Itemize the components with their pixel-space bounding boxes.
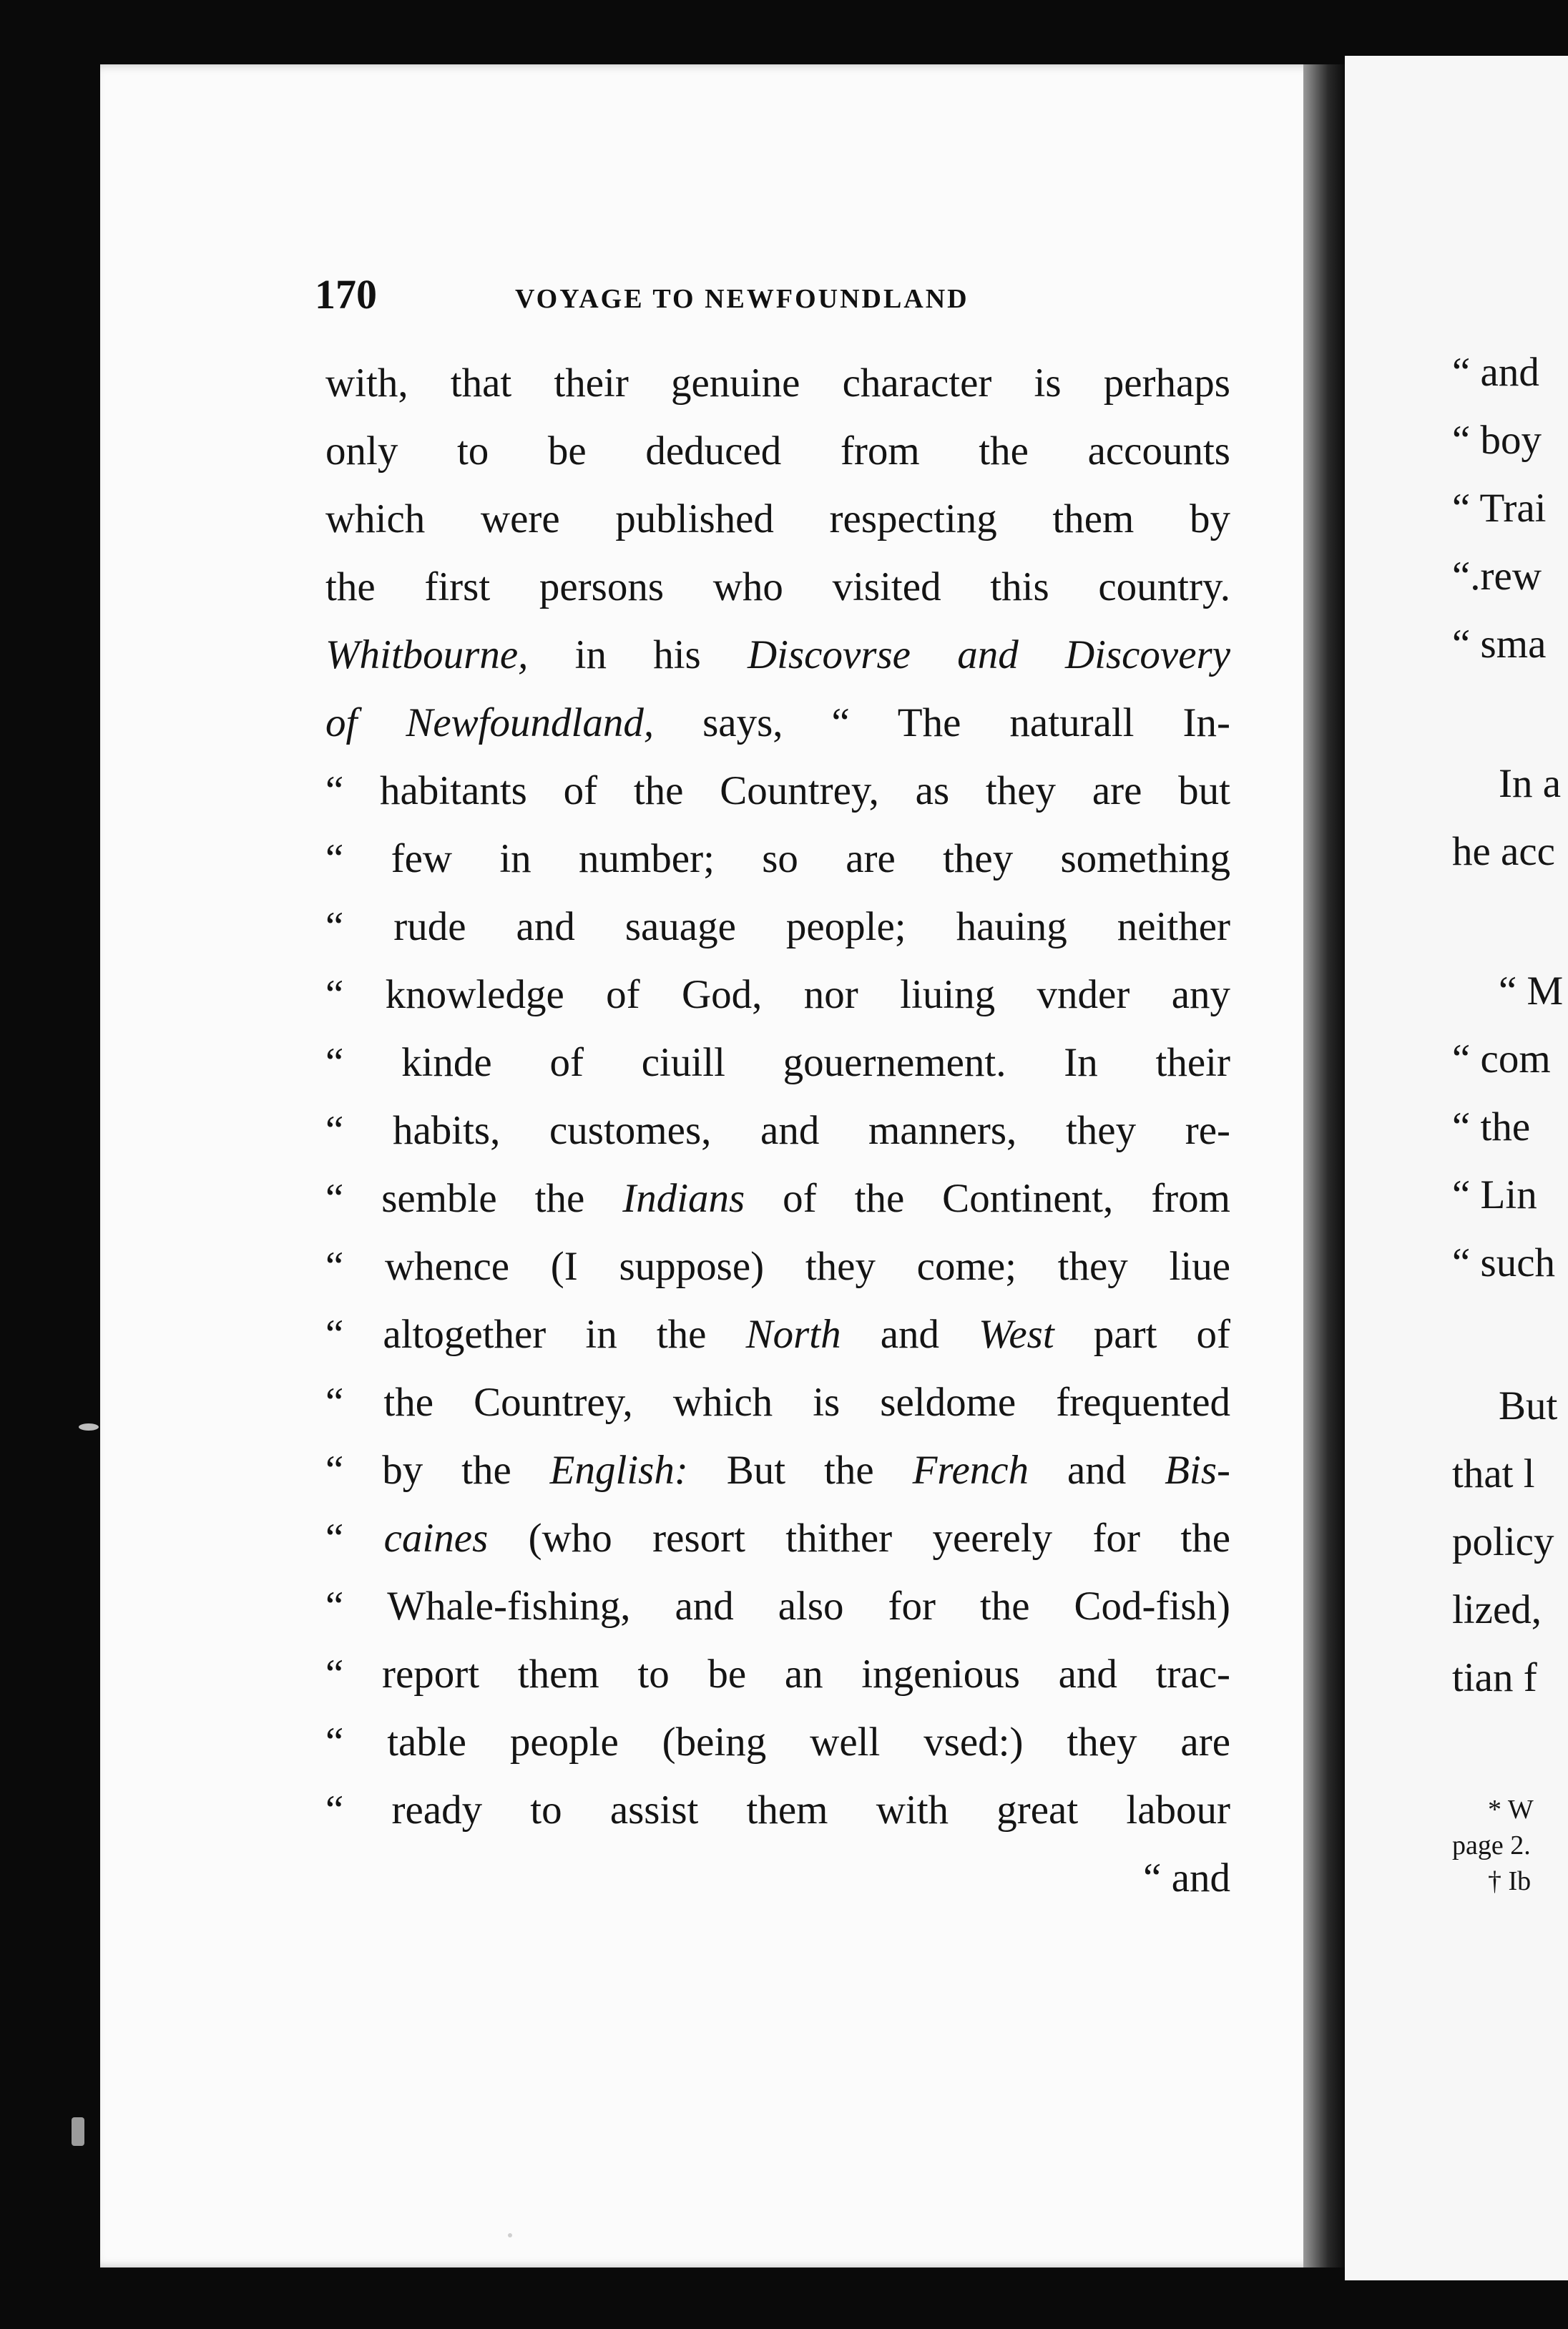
text-line: “ rude and sauage people; hauing neither	[325, 904, 1230, 949]
scan-debris	[72, 2117, 84, 2146]
book-gutter	[1303, 64, 1345, 2267]
text-line: only to be deduced from the accounts	[325, 428, 1230, 474]
facing-line: “ Lin	[1452, 1172, 1537, 1217]
text-line: “ few in number; so are they something	[325, 836, 1230, 881]
text-line: “ the Countrey, which is seldome frequented	[325, 1380, 1230, 1425]
facing-line: “ Trai	[1452, 486, 1547, 531]
body-text	[325, 349, 1230, 1912]
catchword: “ and	[1143, 1855, 1230, 1901]
facing-line: “ the	[1452, 1104, 1531, 1149]
text-line: “ Whale-fishing, and also for the Cod-fish)	[325, 1584, 1230, 1629]
text-line: “ table people (being well vsed:) they are	[325, 1720, 1230, 1765]
facing-footnote: * W	[1488, 1795, 1534, 1825]
text-line: with, that their genuine character is perhaps	[325, 361, 1230, 406]
text-line: “ habits, customes, and manners, they re-	[325, 1108, 1230, 1153]
facing-line: In a	[1499, 761, 1562, 806]
facing-line: “ M	[1499, 969, 1564, 1014]
text-line: “ by the English: But the French and Bis-	[325, 1448, 1230, 1493]
text-line: the first persons who visited this country.	[325, 564, 1230, 609]
facing-line: “ such	[1452, 1240, 1556, 1285]
text-line: “ altogether in the North and West part of	[325, 1312, 1230, 1357]
text-line: “ kinde of ciuill gouernement. In their	[325, 1040, 1230, 1085]
facing-footnote: † Ib	[1488, 1866, 1532, 1896]
running-head	[315, 270, 1030, 320]
scan-debris	[79, 1423, 99, 1431]
facing-line: “ sma	[1452, 622, 1547, 667]
text-line: “ ready to assist them with great labour	[325, 1788, 1230, 1833]
text-line: “ habitants of the Countrey, as they are but	[325, 768, 1230, 813]
facing-line: But	[1499, 1383, 1558, 1428]
facing-line: lized,	[1452, 1587, 1542, 1632]
text-line: “ semble the Indians of the Continent, from	[325, 1176, 1230, 1221]
facing-line: “.rew	[1452, 554, 1542, 599]
facing-line: tian f	[1452, 1655, 1537, 1700]
text-line: of Newfoundland, says, “ The naturall In-	[325, 700, 1230, 745]
text-line: “ caines (who resort thither yeerely for the	[325, 1516, 1230, 1561]
facing-line: “ com	[1452, 1036, 1551, 1082]
text-line: “ report them to be an ingenious and trac-	[325, 1652, 1230, 1697]
facing-footnote: page 2.	[1452, 1830, 1531, 1860]
facing-line: “ boy	[1452, 418, 1542, 463]
facing-line: policy	[1452, 1519, 1554, 1564]
paper-speck	[508, 2233, 512, 2237]
text-line: Whitbourne, in his Discovrse and Discovery	[325, 632, 1230, 677]
text-line: “ knowledge of God, nor liuing vnder any	[325, 972, 1230, 1017]
page-number: 170	[315, 271, 377, 318]
text-line: “ whence (I suppose) they come; they liue	[325, 1244, 1230, 1289]
facing-line: he acc	[1452, 829, 1555, 874]
facing-line: “ and	[1452, 350, 1539, 395]
running-title: VOYAGE TO NEWFOUNDLAND	[515, 284, 969, 314]
facing-line: that l	[1452, 1451, 1535, 1496]
text-line: which were published respecting them by	[325, 496, 1230, 541]
facing-page	[1345, 56, 1568, 2280]
